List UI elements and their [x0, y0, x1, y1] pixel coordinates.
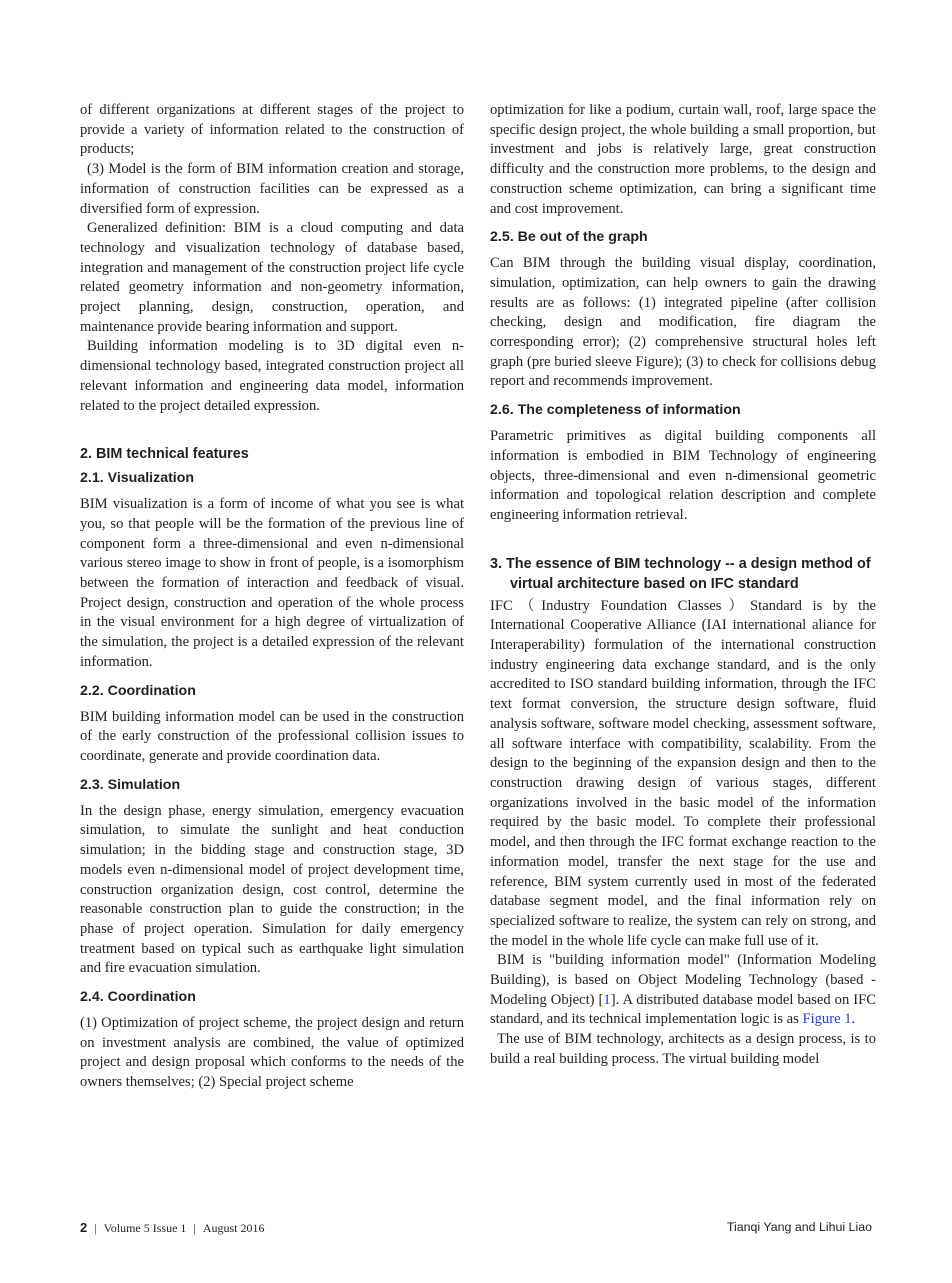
subsection-2-1-heading [80, 467, 464, 495]
right-column [490, 101, 876, 1070]
reference-link-1[interactable]: 1 [603, 991, 611, 1008]
paragraph-continued: of different organizations at different stages of the project to provide a variety of information related to the construction of products; [80, 102, 464, 158]
subsection-2-4-title: Coordination [107, 989, 196, 1006]
section-2-number: 2. [80, 446, 93, 463]
section-2-title: BIM technical features [96, 446, 249, 463]
section-3-paragraph-ifc: IFC（Industry Foundation Classes）Standard is by the International Cooperative Alliance (IAI international aliance for Interaperability) formulation of the international construction industry engineering data exchange standard, and is the only accredited to ISO standard building information, through the IFC text format conversion, the structure design software, fluid analysis software, software model checking, assessment software, all software interface with compatibility, scalability. From the design to the beginning of the expansion design and then to the construction drawing design of various stages, different organizations involved in the basic model of the information required by the basic model. To complete their professional model, and then through the IFC format exchange reaction to the information model, transfer the next stage for the use and reference, BIM system currently used in most of the federated database segment model, and the final information rely on specialized software to realize, the system can rely on strong, and the model in the whole life cycle can make full use of it. [490, 597, 876, 949]
section-3-paragraph-bim-definition [490, 951, 876, 1030]
bim-definition-text-2: ]. A distributed database model based on IFC standard, and its technical implementation logic is as [490, 991, 876, 1028]
section-2-heading [80, 416, 464, 467]
subsection-2-3-number: 2.3. [80, 776, 104, 793]
bim-definition-text: BIM is "building information model" (Information Modeling Building), is based on Object Modeling Technology (based - Modeling Object) [ [490, 952, 876, 1008]
subsection-2-6-heading [490, 392, 876, 427]
paragraph-model-form: (3) Model is the form of BIM information creation and storage, information of construction facilities can be expressed as a diversified form of expression. [80, 161, 464, 217]
section-3-title: The essence of BIM technology -- a design method of virtual architecture based on IFC standard [506, 555, 871, 592]
footer-separator: | [94, 1221, 97, 1235]
subsection-2-6-title: The completeness of information [517, 402, 741, 419]
footer-left [80, 1220, 265, 1236]
volume-issue: Volume 5 Issue 1 [103, 1221, 187, 1235]
subsection-2-2-heading [80, 673, 464, 708]
subsection-2-1-body: BIM visualization is a form of income of what you see is what you, so that people will be the formation of the previous line of component form a three-dimensional and even n-dimensional various stereo image to show in front of people, is a isomorphism between the formation of interaction and feedback of visual. Project design, construction and operation of the whole process in the visual environment for a high degree of virtualization of the simulation, the project is a detailed expression of the relevant information. [80, 496, 464, 670]
paragraph-building-information-modeling: Building information modeling is to 3D digital even n-dimensional technology based, integrated construction project all relevant information and engineering data model, information related to the project detailed expression. [80, 338, 464, 414]
bim-definition-text-end: . [851, 1011, 856, 1028]
subsection-2-3-heading [80, 767, 464, 802]
subsection-2-5-body: Can BIM through the building visual display, coordination, simulation, optimization, can help owners to gain the drawing results are as follows: (1) integrated pipeline (after collision checking, design and modification, fire diagram the corresponding error); (2) comprehensive structural holes left graph (pre buried sleeve Figure); (3) to check for collisions debug report and recommends improvement. [490, 255, 876, 390]
section-3-heading [490, 526, 876, 597]
section-3-paragraph-design-process: The use of BIM technology, architects as a design process, is to build a real building process. The virtual building model [490, 1031, 876, 1067]
subsection-2-3-body: In the design phase, energy simulation, emergency evacuation simulation, to simulate the sunlight and heat conduction simulation; in the bidding stage and construction stage, 3D models even n-dimensional model of project development time, construction organization design, cost control, determine the reasonable construction plan to guide the construction; in the phase of project operation. Simulation for daily emergency treatment based on typical such as earthquake light simulation and fire evacuation simulation. [80, 802, 464, 977]
publication-date: August 2016 [202, 1221, 265, 1235]
subsection-2-1-title: Visualization [107, 470, 195, 487]
paragraph-optimization-continued: optimization for like a podium, curtain wall, roof, large space the specific design project, the whole building a small proportion, but investment and jobs is relatively large, great construction difficulty and the construction more problems, to the design and construction scheme optimization, can bring a significant time and cost improvement. [490, 102, 876, 217]
footer-separator: | [193, 1221, 196, 1235]
subsection-2-3-title: Simulation [107, 776, 181, 793]
subsection-2-5-number: 2.5. [490, 229, 514, 246]
subsection-2-5-heading [490, 219, 876, 254]
subsection-2-6-body: Parametric primitives as digital building components all information is embodied in BIM Technology of engineering objects, three-dimensional and even n-dimensional geometric information and topological relation description and complete engineering information retrieval. [490, 428, 876, 523]
subsection-2-1-number: 2.1. [80, 470, 104, 487]
footer-authors: Tianqi Yang and Lihui Liao [726, 1220, 872, 1234]
subsection-2-6-number: 2.6. [490, 402, 514, 419]
subsection-2-4-number: 2.4. [80, 989, 104, 1006]
subsection-2-4-body: (1) Optimization of project scheme, the project design and return on investment analysis are combined, the value of optimized project and design proposal which conforms to the needs of the owners themselves; (2) Special project scheme [80, 1015, 464, 1091]
section-3-number: 3. [490, 555, 503, 572]
subsection-2-2-number: 2.2. [80, 682, 104, 699]
page-number: 2 [80, 1220, 88, 1235]
subsection-2-2-body: BIM building information model can be used in the construction of the early construction of the professional collision issues to coordinate, generate and provide coordination data. [80, 708, 464, 764]
subsection-2-4-heading [80, 979, 464, 1014]
subsection-2-2-title: Coordination [107, 682, 196, 699]
left-column [80, 101, 464, 1093]
paragraph-generalized-definition: Generalized definition: BIM is a cloud computing and data technology and visualization technology of database based, integration and management of the construction project life cycle related geometry information and non-geometry information, project planning, design, construction, operation, and maintenance provide bearing information and support. [80, 220, 464, 335]
figure-1-link[interactable]: Figure 1 [802, 1011, 852, 1028]
subsection-2-5-title: Be out of the graph [517, 229, 648, 246]
